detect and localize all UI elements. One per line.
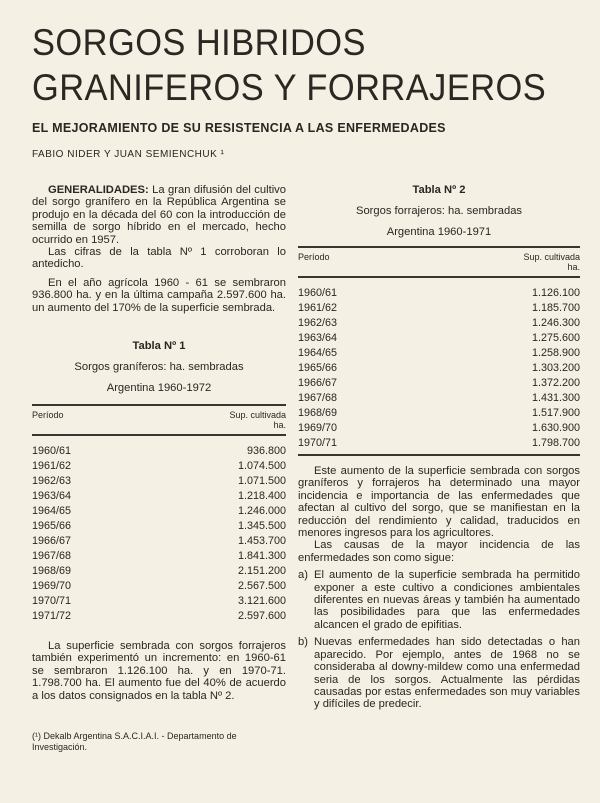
- table-region: Argentina 1960-1971: [386, 226, 492, 238]
- table-row: [32, 609, 286, 624]
- list-item-text: El aumento de la superficie sembrada ha permitido exponer a este cultivo a condiciones ambientales diferentes en nuevas áreas y también ha aumentado las posibilidades para que las enfermedades alcancen el grado de epifitias.: [314, 569, 580, 631]
- table-row: [298, 346, 580, 361]
- period-cell: 1969/70: [32, 580, 72, 592]
- article-title-line-2: GRANIFEROS Y FORRAJEROS: [32, 67, 547, 108]
- paragraph: Las cifras de la tabla Nº 1 corroboran lo antedicho.: [32, 246, 286, 271]
- area-cell: 1.345.500: [237, 520, 286, 532]
- area-cell: 1.185.700: [531, 302, 580, 314]
- table-title: Tabla Nº 1: [132, 340, 186, 352]
- intro-text: [32, 184, 286, 314]
- table-row: [298, 316, 580, 331]
- period-cell: 1961/62: [298, 302, 338, 314]
- area-cell: 2.151.200: [237, 565, 286, 577]
- table-header: [298, 248, 580, 276]
- period-cell: 1970/71: [298, 437, 338, 449]
- period-cell: 1967/68: [298, 392, 338, 404]
- table-row: [32, 459, 286, 474]
- area-cell: 3.121.600: [237, 595, 286, 607]
- table-row: [298, 331, 580, 346]
- table-row: [298, 361, 580, 376]
- table-row: [298, 391, 580, 406]
- period-cell: 1965/66: [32, 520, 72, 532]
- table-row: [32, 489, 286, 504]
- area-cell: 1.372.200: [531, 377, 580, 389]
- divider: [298, 454, 580, 456]
- table-row: [32, 504, 286, 519]
- list-item: [298, 569, 580, 631]
- period-cell: 1962/63: [32, 475, 72, 487]
- table-row: [32, 534, 286, 549]
- period-cell: 1960/61: [32, 445, 72, 457]
- period-cell: 1967/68: [32, 550, 72, 562]
- intro-body: La gran difusión del cultivo del sorgo granífero en la República Argentina se produjo en la década del 60 con la introducción de semilla de sorgo híbrido en el mercado, hecho ocurrido en 1957.: [32, 184, 286, 246]
- table-row: [32, 579, 286, 594]
- intro-label: GENERALIDADES:: [48, 184, 149, 196]
- footnote: (¹) Dekalb Argentina S.A.C.I.A.I. - Departamento de Investigación.: [32, 731, 237, 752]
- area-cell: 936.800: [246, 445, 286, 457]
- area-cell: 1.303.200: [531, 362, 580, 374]
- area-cell: 1.218.400: [237, 490, 286, 502]
- period-cell: 1963/64: [32, 490, 72, 502]
- divider: [298, 276, 580, 278]
- right-text: [298, 465, 580, 711]
- list-item-label: b): [298, 636, 308, 649]
- area-cell: 1.074.500: [237, 460, 286, 472]
- period-cell: 1969/70: [298, 422, 338, 434]
- paragraph-forrajeros: [32, 640, 286, 702]
- period-cell: 1964/65: [32, 505, 72, 517]
- paragraph: La superficie sembrada con sorgos forrajeros también experimentó un incremento: en 1960-61 se sembraron 1.126.100 ha. y en 1970-71. 1.798.700 ha. El aumento fue del 40% de acuerdo a los datos consignados en la tabla Nº 2.: [32, 640, 286, 702]
- article-subtitle: EL MEJORAMIENTO DE SU RESISTENCIA A LAS ENFERMEDADES: [32, 121, 446, 135]
- paragraph: En el año agrícola 1960 - 61 se sembraron 936.800 ha. y en la última campaña 2.597.600 ha. un aumento del 170% de la superficie sembrada.: [32, 276, 286, 314]
- paragraph: Las causas de la mayor incidencia de las enfermedades son como sigue:: [298, 539, 580, 564]
- table-region: Argentina 1960-1972: [106, 382, 212, 394]
- column-header-area-unit: ha.: [273, 420, 286, 430]
- table-subtitle: Sorgos graníferos: ha. sembradas: [74, 361, 244, 373]
- period-cell: 1962/63: [298, 317, 338, 329]
- column-header-area-line1: Sup. cultivada: [523, 252, 580, 262]
- table-row: [298, 421, 580, 436]
- table-title: Tabla Nº 2: [412, 184, 466, 196]
- table-subtitle: Sorgos forrajeros: ha. sembradas: [355, 205, 523, 217]
- article-title-line-1: SORGOS HIBRIDOS: [32, 22, 366, 63]
- area-cell: 1.431.300: [531, 392, 580, 404]
- period-cell: 1960/61: [298, 287, 338, 299]
- area-cell: 1.453.700: [237, 535, 286, 547]
- area-cell: 1.798.700: [531, 437, 580, 449]
- column-header-area-unit: ha.: [567, 262, 580, 272]
- period-cell: 1971/72: [32, 610, 72, 622]
- period-cell: 1968/69: [298, 407, 338, 419]
- area-cell: 1.126.100: [531, 287, 580, 299]
- table-row: [32, 594, 286, 609]
- table-header: [32, 406, 286, 434]
- column-header-area-line1: Sup. cultivada: [229, 410, 286, 420]
- area-cell: 1.630.900: [531, 422, 580, 434]
- area-cell: 1.246.300: [531, 317, 580, 329]
- table-2: [298, 184, 580, 456]
- column-header-area: [229, 410, 286, 430]
- period-cell: 1965/66: [298, 362, 338, 374]
- area-cell: 2.567.500: [237, 580, 286, 592]
- period-cell: 1964/65: [298, 347, 338, 359]
- list-item-label: a): [298, 569, 308, 582]
- list-item: [298, 636, 580, 710]
- table-row: [298, 406, 580, 421]
- area-cell: 1.246.000: [237, 505, 286, 517]
- authors: FABIO NIDER Y JUAN SEMIENCHUK ¹: [32, 149, 225, 160]
- period-cell: 1963/64: [298, 332, 338, 344]
- area-cell: 1.258.900: [531, 347, 580, 359]
- table-row: [298, 436, 580, 451]
- column-header-area: [523, 252, 580, 272]
- area-cell: 1.071.500: [237, 475, 286, 487]
- period-cell: 1970/71: [32, 595, 72, 607]
- table-row: [298, 376, 580, 391]
- table-row: [32, 549, 286, 564]
- table-row: [32, 474, 286, 489]
- paragraph: Este aumento de la superficie sembrada con sorgos graníferos y forrajeros ha determinado una mayor incidencia e importancia de las enfermedades que afectan al cultivo del sorgo, que se manifiestan en la reducción del rendimiento y calidad, traducidos en menores ingresos para los agricultores.: [298, 465, 580, 540]
- table-row: [32, 519, 286, 534]
- table-row: [298, 286, 580, 301]
- period-cell: 1966/67: [32, 535, 72, 547]
- column-header-period: Período: [32, 410, 64, 420]
- period-cell: 1968/69: [32, 565, 72, 577]
- period-cell: 1961/62: [32, 460, 72, 472]
- area-cell: 1.517.900: [531, 407, 580, 419]
- table-1: [32, 340, 286, 624]
- list-item-text: Nuevas enfermedades han sido detectadas o han aparecido. Por ejemplo, antes de 1968 no se consideraba al downy-mildew como una enfermedad seria de los sorgos. Actualmente las pérdidas causadas por estas enfermedades son muy variables y difíciles de predecir.: [314, 636, 580, 711]
- area-cell: 1.841.300: [237, 550, 286, 562]
- area-cell: 1.275.600: [531, 332, 580, 344]
- area-cell: 2.597.600: [237, 610, 286, 622]
- table-row: [32, 564, 286, 579]
- table-row: [32, 444, 286, 459]
- table-row: [298, 301, 580, 316]
- divider: [32, 434, 286, 436]
- column-header-period: Período: [298, 252, 330, 262]
- period-cell: 1966/67: [298, 377, 338, 389]
